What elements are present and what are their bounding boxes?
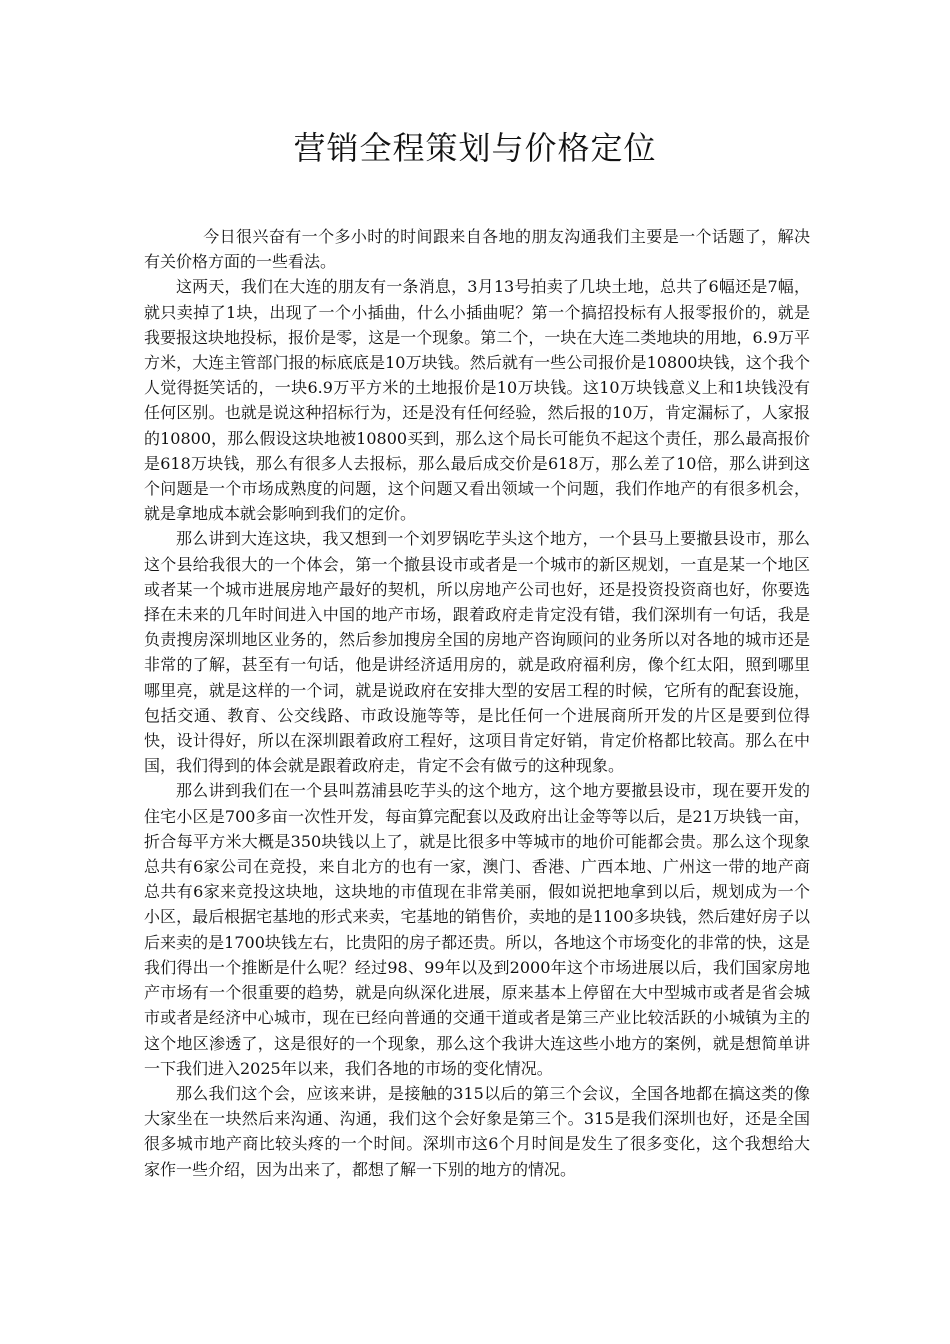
paragraph-4: 那么讲到我们在一个县叫荔浦县吃芋头的这个地方，这个地方要撤县设市，现在要开发的住宅小区是700多亩一次性开发，每亩算完配套以及政府出让金等等以后，是21万块钱一亩，折合每平方米大概是350块钱以上了，就是比很多中等城市的地价可能都会贵。那么这个现象总共有6家公司在竞投，来自北方的也有一家，澳门、香港、广西本地、广州这一带的地产商总共有6家来竞投这块地，这块地的市值现在非常美丽，假如说把地拿到以后，规划成为一个小区，最后根据宅基地的形式来卖，宅基地的销售价，卖地的是1100多块钱，然后建好房子以后来卖的是1700块钱左右，比贵阳的房子都还贵。所以，各地这个市场变化的非常的快，这是我们得出一个推断是什么呢？经过98、99年以及到2000年这个市场进展以后，我们国家房地产市场有一个很重要的趋势，就是向纵深化进展，原来基本上停留在大中型城市或者是省会城市或者是经济中心城市，现在已经向普通的交通干道或者是第三产业比较活跃的小城镇为主的这个地区渗透了，这是很好的一个现象，那么这个我讲大连这些小地方的案例，就是想简单讲一下我们进入2025年以来，我们各地的市场的变化情况。 — [144, 781, 810, 1078]
paragraph-5: 那么我们这个会，应该来讲，是接触的315以后的第三个会议，全国各地都在搞这类的像大家坐在一块然后来沟通、沟通，我们这个会好象是第三个。315是我们深圳也好，还是全国很多城市地产商比较头疼的一个时间。深圳市这6个月时间是发生了很多变化，这个我想给大家作一些介绍，因为出来了，都想了解一下别的地方的情况。 — [144, 1083, 810, 1179]
document-title: 营销全程策划与价格定位 — [293, 129, 657, 167]
paragraph-1: 今日很兴奋有一个多小时的时间跟来自各地的朋友沟通我们主要是一个话题了，解决有关价格方面的一些看法。 — [144, 227, 810, 272]
paragraph-2: 这两天，我们在大连的朋友有一条消息，3月13号拍卖了几块土地，总共了6幅还是7幅，就只卖掉了1块，出现了一个小插曲，什么小插曲呢？第一个搞招投标有人报零报价的，就是我要报这块地投标，报价是零，这是一个现象。第二个，一块在大连二类地块的用地，6.9万平方米，大连主管部门报的标底底是10万块钱。然后就有一些公司报价是10800块钱，这个我个人觉得挺笑话的，一块6.9万平方米的土地报价是10万块钱。这10万块钱意义上和1块钱没有任何区别。也就是说这种招标行为，还是没有任何经验，然后报的10万，肯定漏标了，人家报的10800，那么假设这块地被10800买到，那么这个局长可能负不起这个责任，那么最高报价是618万块钱，那么有很多人去报标，那么最后成交价是618万，那么差了10倍，那么讲到这个问题是一个市场成熟度的问题，这个问题又看出领域一个问题，我们作地产的有很多机会，就是拿地成本就会影响到我们的定价。 — [144, 277, 810, 524]
paragraph-3: 那么讲到大连这块，我又想到一个刘罗锅吃芋头这个地方，一个县马上要撤县设市，那么这个县给我很大的一个体会，第一个撤县设市或者是一个城市的新区规划，一直是某一个地区或者某一个城市进展房地产最好的契机，所以房地产公司也好，还是投资投资商也好，你要选择在未来的几年时间进入中国的地产市场，跟着政府走肯定没有错，我们深圳有一句话，我是负责搜房深圳地区业务的，然后参加搜房全国的房地产咨询顾问的业务所以对各地的城市还是非常的了解，甚至有一句话，他是讲经济适用房的，就是政府福利房，像个红太阳，照到哪里哪里亮，就是这样的一个词，就是说政府在安排大型的安居工程的时候，它所有的配套设施，包括交通、教育、公交线路、市政设施等等，是比任何一个进展商所开发的片区是要到位得快，设计得好，所以在深圳跟着政府工程好，这项目肯定好销，肯定价格都比较高。那么在中国，我们得到的体会就是跟着政府走，肯定不会有做亏的这种现象。 — [144, 529, 810, 776]
document-body — [144, 224, 810, 1182]
